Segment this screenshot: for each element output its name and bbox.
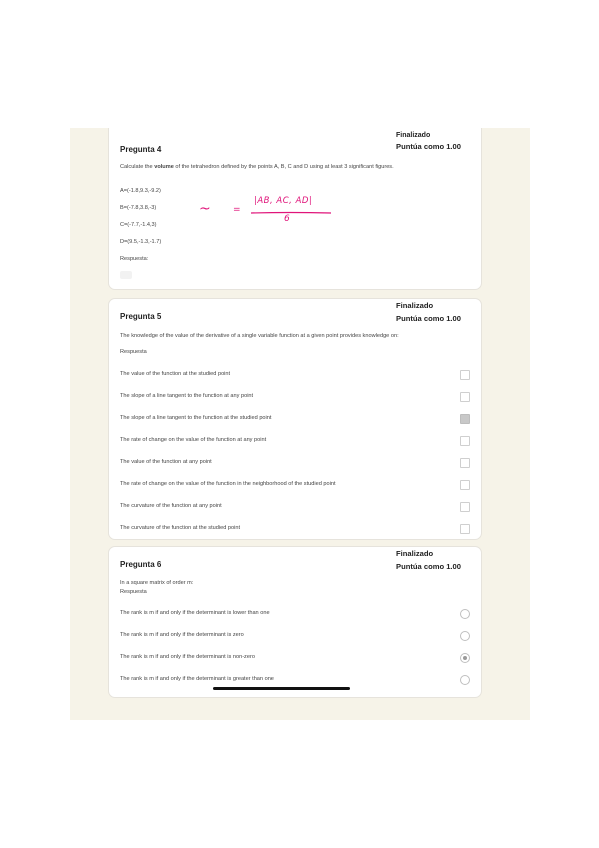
q6-option-label[interactable]: The rank is m if and only if the determinant is lower than one <box>120 610 270 616</box>
question-4-card <box>108 128 482 290</box>
q5-option-checkbox[interactable] <box>460 436 470 446</box>
question-5-card <box>108 298 482 540</box>
q5-option-checkbox[interactable] <box>460 480 470 490</box>
handwritten-v: ~ <box>199 201 211 217</box>
handwritten-fraction-bar <box>249 211 333 215</box>
answer-label: Respuesta: <box>120 256 149 262</box>
q4-prompt: Calculate the volume of the tetrahedron defined by the points A, B, C and D using at least 3 significant figures. <box>120 164 394 170</box>
q5-option-label[interactable]: The value of the function at any point <box>120 459 212 465</box>
point-d: D=(9.5,-1.3,-1.7) <box>120 239 162 245</box>
q6-answer-label: Respuesta <box>120 589 147 595</box>
q5-option-checkbox[interactable] <box>460 502 470 512</box>
q4-score: Puntúa como 1.00 <box>396 142 461 151</box>
q5-option-label[interactable]: The rate of change on the value of the function at any point <box>120 437 267 443</box>
q6-option-radio-selected[interactable] <box>460 653 470 663</box>
q5-title: Pregunta 5 <box>120 312 162 321</box>
q5-option-checkbox-checked[interactable] <box>460 414 470 424</box>
photographed-page <box>70 128 530 720</box>
point-c: C=(-7.7,-1.4,3) <box>120 222 157 228</box>
home-indicator <box>213 687 350 690</box>
handwritten-numerator: |AB, AC, AD| <box>254 196 313 206</box>
q4-status: Finalizado <box>396 132 431 139</box>
q5-score: Puntúa como 1.00 <box>396 314 461 323</box>
q5-option-checkbox[interactable] <box>460 392 470 402</box>
answer-input[interactable] <box>120 271 132 279</box>
question-6-card <box>108 546 482 698</box>
q6-status: Finalizado <box>396 549 434 558</box>
q5-answer-label: Respuesta <box>120 349 147 355</box>
q6-option-label[interactable]: The rank is m if and only if the determinant is greater than one <box>120 676 274 682</box>
q5-option-label[interactable]: The curvature of the function at the studied point <box>120 525 241 531</box>
point-a: A=(-1.8,9.3,-9.2) <box>120 188 161 194</box>
handwritten-equals: = <box>233 205 241 215</box>
q5-option-label[interactable]: The slope of a line tangent to the function at the studied point <box>120 415 272 421</box>
q5-option-label[interactable]: The slope of a line tangent to the function at any point <box>120 393 254 399</box>
q6-prompt: In a square matrix of order m: <box>120 580 194 586</box>
q6-option-radio[interactable] <box>460 631 470 641</box>
q5-option-checkbox[interactable] <box>460 370 470 380</box>
q5-option-label[interactable]: The curvature of the function at any point <box>120 503 222 509</box>
q5-option-label[interactable]: The rate of change on the value of the function in the neighborhood of the studied point <box>120 481 336 487</box>
q6-option-radio[interactable] <box>460 609 470 619</box>
q6-score: Puntúa como 1.00 <box>396 562 461 571</box>
q5-option-checkbox[interactable] <box>460 524 470 534</box>
q6-title: Pregunta 6 <box>120 560 162 569</box>
q6-option-radio[interactable] <box>460 675 470 685</box>
point-b: B=(-7.8,3.8,-3) <box>120 205 157 211</box>
q4-title: Pregunta 4 <box>120 145 162 154</box>
q6-option-label[interactable]: The rank is m if and only if the determinant is non-zero <box>120 654 255 660</box>
q5-option-checkbox[interactable] <box>460 458 470 468</box>
q5-status: Finalizado <box>396 301 434 310</box>
q5-prompt: The knowledge of the value of the derivative of a single variable function at a given point provides knowledge on: <box>120 333 399 339</box>
handwritten-denominator: 6 <box>284 214 290 224</box>
q6-option-label[interactable]: The rank is m if and only if the determinant is zero <box>120 632 244 638</box>
q5-option-label[interactable]: The value of the function at the studied point <box>120 371 231 377</box>
